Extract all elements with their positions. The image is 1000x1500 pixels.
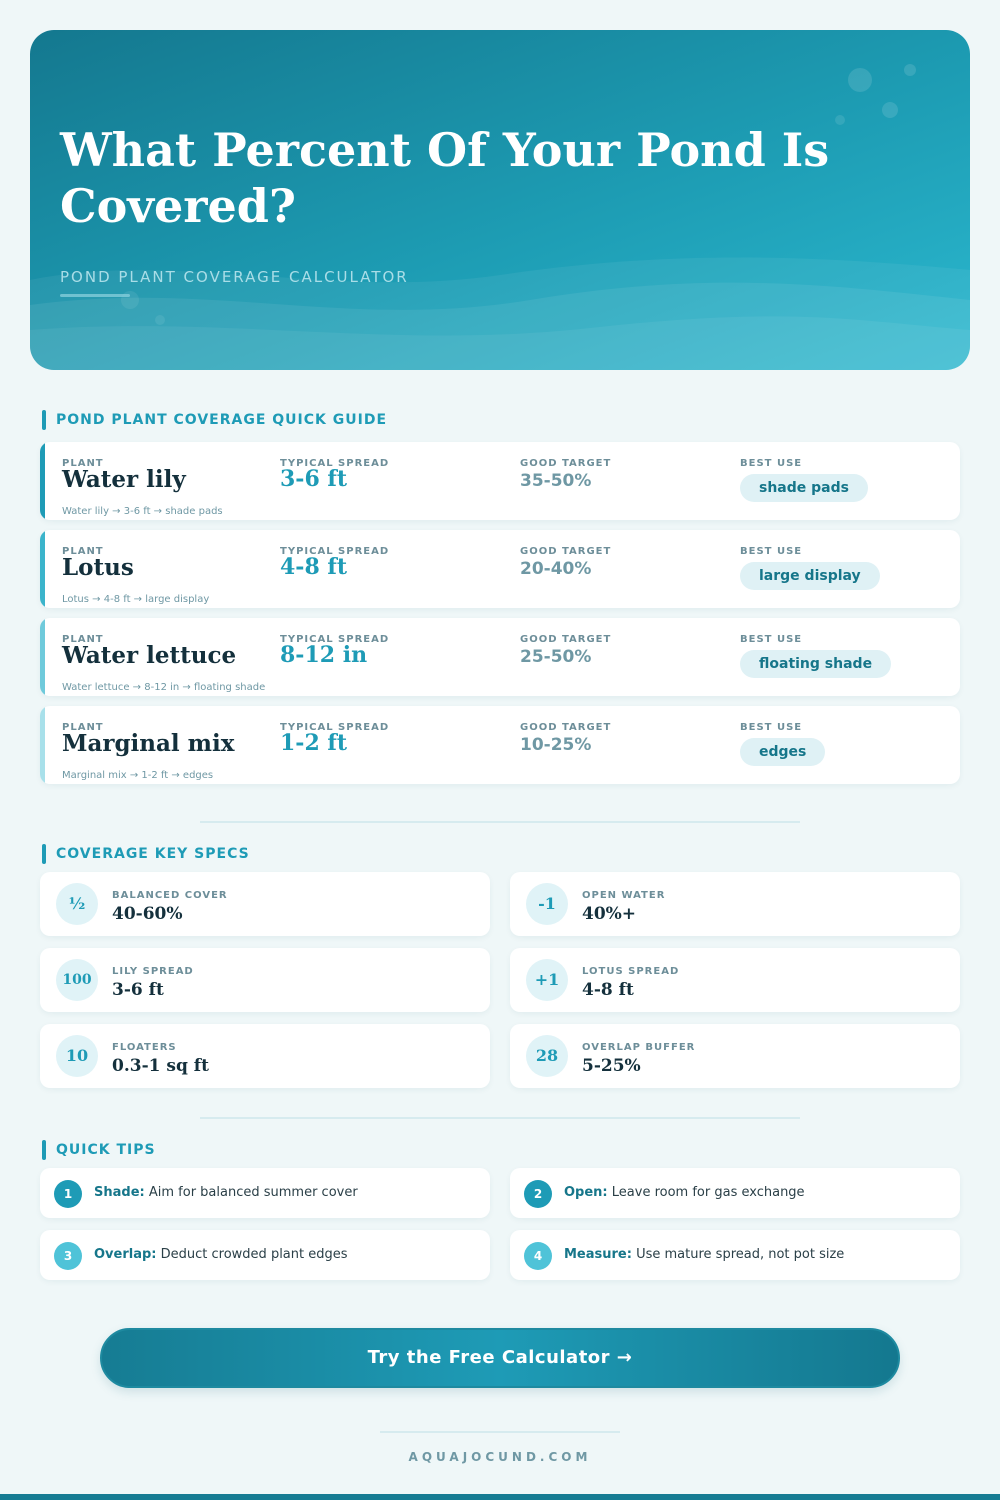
plant-column-label: PLANT (62, 722, 104, 733)
spec-value: 3-6 ft (112, 980, 164, 1000)
subtitle-underline (60, 294, 130, 297)
typical-spread: 3-6 ft (280, 466, 348, 492)
tip-text (94, 1247, 348, 1262)
spec-icon: 28 (526, 1035, 568, 1077)
spec-label: OPEN WATER (582, 890, 666, 901)
hero-banner (30, 30, 970, 370)
plant-row (40, 442, 960, 520)
guide-section-title: POND PLANT COVERAGE QUICK GUIDE (42, 410, 387, 430)
target-column-label: GOOD TARGET (520, 722, 612, 733)
spec-label: BALANCED COVER (112, 890, 228, 901)
spec-card (510, 948, 960, 1012)
specs-section-title: COVERAGE KEY SPECS (42, 844, 250, 864)
spec-card (40, 872, 490, 936)
plant-flow-note: Lotus → 4-8 ft → large display (62, 594, 210, 605)
best-use-badge: floating shade (740, 650, 891, 678)
spec-value: 0.3-1 sq ft (112, 1056, 209, 1076)
footer-divider (380, 1431, 620, 1433)
use-column-label: BEST USE (740, 722, 803, 733)
spread-column-label: TYPICAL SPREAD (280, 634, 390, 645)
spec-label: FLOATERS (112, 1042, 177, 1053)
tip-text (564, 1247, 844, 1262)
spec-icon: 100 (56, 959, 98, 1001)
plant-flow-note: Water lettuce → 8-12 in → floating shade (62, 682, 266, 693)
row-accent (40, 530, 45, 608)
plant-name: Water lily (62, 466, 186, 493)
tip-keyword: Measure: (564, 1247, 632, 1262)
tip-number-badge: 4 (524, 1242, 552, 1270)
spec-card (510, 1024, 960, 1088)
tip-description: Aim for balanced summer cover (148, 1185, 358, 1200)
good-target: 25-50% (520, 647, 592, 667)
plant-name: Marginal mix (62, 730, 235, 757)
tips-section-title: QUICK TIPS (42, 1140, 156, 1160)
tip-description: Use mature spread, not pot size (636, 1247, 845, 1262)
use-column-label: BEST USE (740, 634, 803, 645)
spread-column-label: TYPICAL SPREAD (280, 722, 390, 733)
plant-flow-note: Water lily → 3-6 ft → shade pads (62, 506, 223, 517)
target-column-label: GOOD TARGET (520, 546, 612, 557)
tip-number-badge: 3 (54, 1242, 82, 1270)
best-use-badge: large display (740, 562, 880, 590)
spec-value: 40%+ (582, 904, 637, 924)
tip-card (40, 1168, 490, 1218)
section-divider (200, 821, 800, 823)
tip-number-badge: 2 (524, 1180, 552, 1208)
free-calculator-button[interactable]: Try the Free Calculator → (100, 1328, 900, 1388)
plant-row (40, 530, 960, 608)
tip-number-badge: 1 (54, 1180, 82, 1208)
page-subtitle: POND PLANT COVERAGE CALCULATOR (60, 268, 409, 286)
tip-description: Leave room for gas exchange (611, 1185, 805, 1200)
spread-column-label: TYPICAL SPREAD (280, 458, 390, 469)
spec-card (40, 1024, 490, 1088)
target-column-label: GOOD TARGET (520, 458, 612, 469)
plant-row (40, 706, 960, 784)
plant-column-label: PLANT (62, 458, 104, 469)
spec-card (510, 872, 960, 936)
typical-spread: 4-8 ft (280, 554, 348, 580)
plant-column-label: PLANT (62, 546, 104, 557)
tip-card (510, 1230, 960, 1280)
target-column-label: GOOD TARGET (520, 634, 612, 645)
spec-label: LILY SPREAD (112, 966, 194, 977)
spec-icon: ½ (56, 883, 98, 925)
row-accent (40, 706, 45, 784)
typical-spread: 1-2 ft (280, 730, 348, 756)
spec-label: OVERLAP BUFFER (582, 1042, 696, 1053)
bottom-bar (0, 1494, 1000, 1500)
good-target: 35-50% (520, 471, 592, 491)
spec-label: LOTUS SPREAD (582, 966, 680, 977)
footer-site[interactable]: AQUAJOCUND.COM (408, 1450, 592, 1464)
spec-icon: -1 (526, 883, 568, 925)
tip-text (564, 1185, 805, 1200)
spec-value: 4-8 ft (582, 980, 634, 1000)
use-column-label: BEST USE (740, 458, 803, 469)
tip-keyword: Overlap: (94, 1247, 157, 1262)
spec-icon: 10 (56, 1035, 98, 1077)
good-target: 10-25% (520, 735, 592, 755)
plant-flow-note: Marginal mix → 1-2 ft → edges (62, 770, 214, 781)
tip-description: Deduct crowded plant edges (160, 1247, 348, 1262)
best-use-badge: edges (740, 738, 825, 766)
tip-card (510, 1168, 960, 1218)
plant-row (40, 618, 960, 696)
spec-value: 5-25% (582, 1056, 641, 1076)
tip-text (94, 1185, 358, 1200)
row-accent (40, 442, 45, 520)
spec-icon: +1 (526, 959, 568, 1001)
row-accent (40, 618, 45, 696)
page-title: What Percent Of Your Pond Is Covered? (60, 123, 830, 233)
good-target: 20-40% (520, 559, 592, 579)
spread-column-label: TYPICAL SPREAD (280, 546, 390, 557)
tip-keyword: Open: (564, 1185, 608, 1200)
typical-spread: 8-12 in (280, 642, 368, 668)
plant-column-label: PLANT (62, 634, 104, 645)
plant-name: Lotus (62, 554, 134, 581)
best-use-badge: shade pads (740, 474, 868, 502)
spec-card (40, 948, 490, 1012)
tip-card (40, 1230, 490, 1280)
plant-name: Water lettuce (62, 642, 237, 669)
section-divider (200, 1117, 800, 1119)
tip-keyword: Shade: (94, 1185, 145, 1200)
spec-value: 40-60% (112, 904, 183, 924)
use-column-label: BEST USE (740, 546, 803, 557)
